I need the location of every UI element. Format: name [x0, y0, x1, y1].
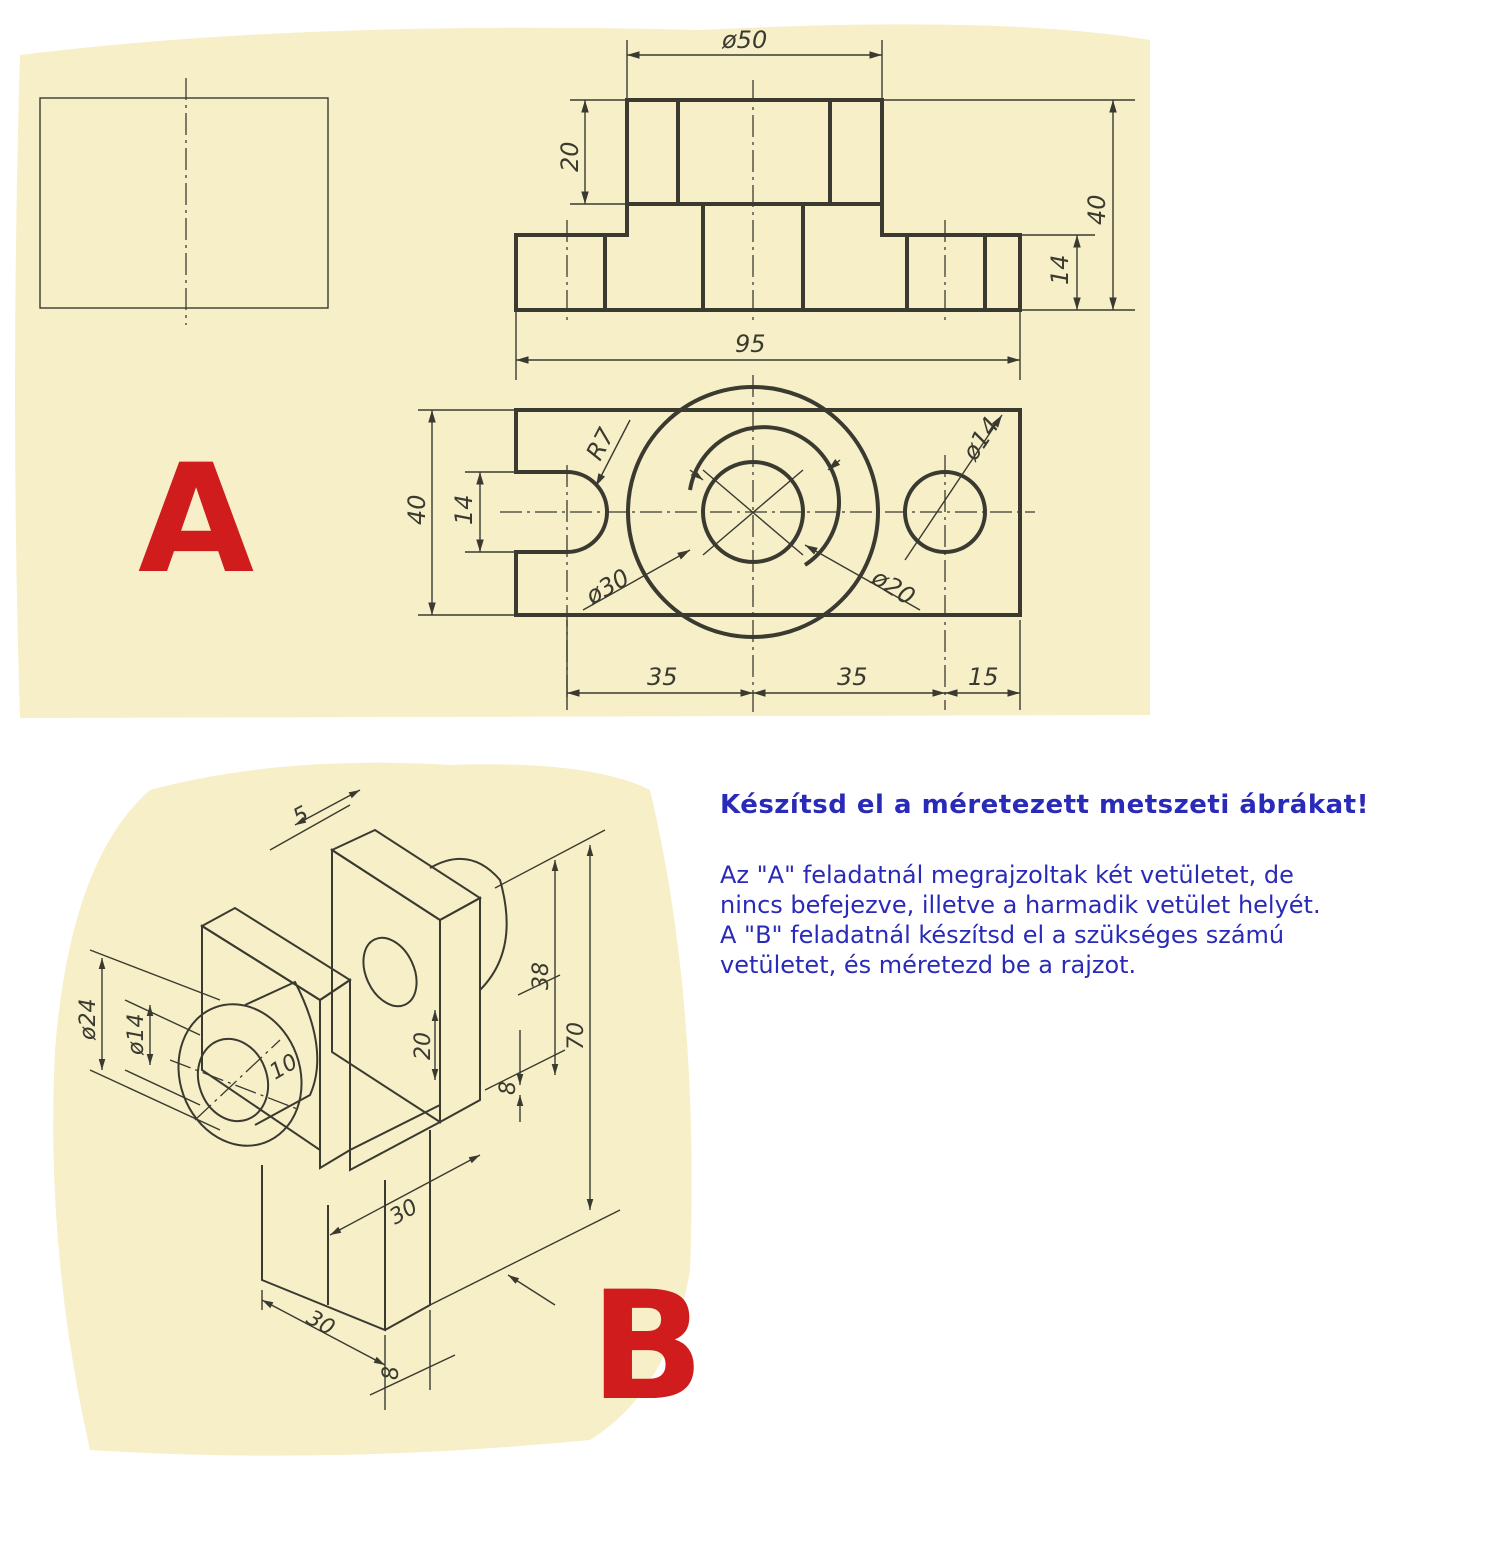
dim-a-40-total: 40 [1083, 194, 1111, 225]
dim-a-95: 95 [735, 330, 766, 358]
dim-b-38: 38 [529, 962, 554, 990]
dim-a-d50: ø50 [722, 26, 768, 54]
dim-a-35-right: 35 [837, 663, 868, 691]
dim-a-14-flange: 14 [1046, 254, 1074, 285]
label-a: A [138, 433, 255, 607]
label-b: B [590, 1260, 705, 1434]
dim-a-r7: R7 [580, 423, 621, 465]
dim-b-20: 20 [411, 1032, 436, 1060]
dim-b-30-bottom: 30 [302, 1305, 339, 1342]
dim-a-40-width: 40 [403, 494, 431, 525]
instructions-line: nincs befejezve, illetve a harmadik vetület helyét. [720, 891, 1321, 919]
drawing-a-panel [0, 0, 1160, 730]
dim-b-70: 70 [564, 1022, 589, 1050]
dim-a-d20: ø20 [866, 563, 921, 612]
dim-a-d30: ø30 [581, 563, 635, 611]
dim-b-8-bottom: 8 [379, 1366, 404, 1380]
dim-b-30-mid: 30 [385, 1194, 423, 1231]
instructions-line: Az "A" feladatnál megrajzoltak két vetületet, de [720, 861, 1294, 889]
dim-a-20: 20 [556, 141, 584, 172]
instructions-title: Készítsd el a méretezett metszeti ábrákat! [720, 790, 1369, 820]
dim-b-d14: ø14 [124, 1013, 149, 1055]
dim-b-d24: ø24 [76, 998, 101, 1040]
instructions-body [720, 860, 1490, 980]
dim-b-5: 5 [289, 801, 314, 831]
dim-b-8-mid: 8 [496, 1081, 521, 1095]
dim-a-35-left: 35 [647, 663, 678, 691]
instructions-block [720, 790, 1490, 980]
instructions-line: vetületet, és méretezd be a rajzot. [720, 951, 1137, 979]
dim-a-15: 15 [968, 663, 999, 691]
dim-a-d14: ø14 [956, 412, 1006, 466]
dim-b-10: 10 [265, 1049, 303, 1086]
dim-a-14-slot: 14 [450, 494, 478, 525]
drawing-a-svg [0, 0, 1160, 730]
instructions-line: A "B" feladatnál készítsd el a szükséges számú [720, 921, 1285, 949]
